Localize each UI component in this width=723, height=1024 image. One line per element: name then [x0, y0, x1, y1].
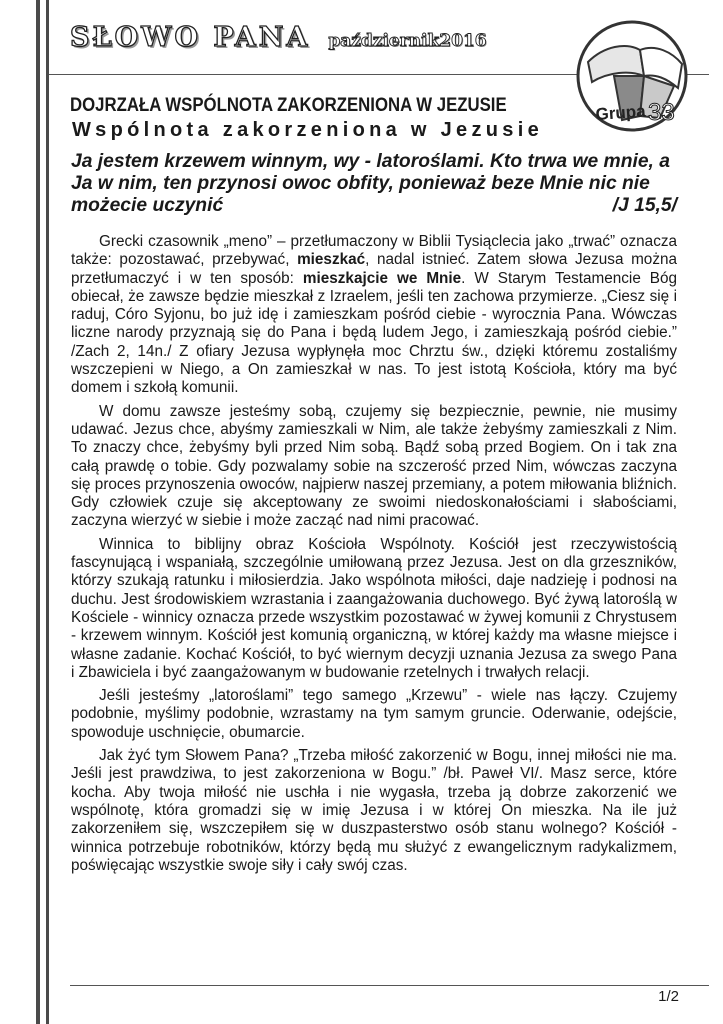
masthead: [70, 22, 487, 53]
paragraph: [71, 536, 677, 682]
group-logo: [574, 16, 690, 138]
sub-heading: Wspólnota zakorzeniona w Jezusie: [72, 119, 543, 141]
text-run: Jak żyć tym Słowem Pana? „Trzeba miłość zakorzenić w Bogu, innej miłości nie ma. Jeśli jest prawdziwa, to jest zakorzeniona w Bogu.” /bł. Paweł VI/. Masz serce, które kocha. Aby twoja miłość nie uschła i nie wygasła, trzeba ją dobrze zakorzenić we wspólnotę, która gromadzi się w imię Jezusa i w której On mieszka. Na ile już zakorzeniłem się, wszczepiłem się w duszpasterstwo osób stanu wolnego? Kościół - winnica potrzebuje robotników, którzy będą mu służyć z ewangelicznym radykalizmem, poświęcając wszystkie swoje siły i cały swój czas.: [71, 747, 677, 874]
scripture-quote: [71, 151, 681, 217]
emphasis-text: mieszkajcie we Mnie: [302, 269, 462, 287]
logo-label: Grupa: [594, 101, 647, 124]
left-margin-bar-inner: [46, 0, 49, 1024]
left-margin-bar: [36, 0, 40, 1024]
text-run: . W Starym Testamencie Bóg obiecał, że zawsze będzie mieszkał z Izraelem, jeśli ten zachowa przymierze. „Ciesz się i raduj, Córo Syjonu, bo już idę i zamieszkam pośród ciebie - wyrocznia Pana. Wówczas liczne narody przyznają się do Pana i będą ludem Jego, i zamieszkają pośród ciebie.” /Zach 2, 14n./ Z ofiary Jezusa wypłynęła moc Chrztu św., dzięki któremu zostaliśmy wszczepieni w Niego, a On zamieszkał w nas. To jest istotą Kościoła, który ma być domem i szkołą komunii.: [71, 269, 678, 397]
paragraph: [71, 233, 677, 398]
logo-number: 33: [648, 99, 675, 126]
text-run: Grecki czasownik „meno” – przetłumaczony w Biblii Tysiąclecia jako „trwać” oznacza także: pozostawać, przebywać,: [71, 233, 677, 269]
quote-text: Ja jestem krzewem winnym, wy - latoroślami. Kto trwa we mnie, a Ja w nim, ten przynosi owoc obfity, ponieważ beze Mnie nic nie możecie uczynić: [71, 151, 670, 216]
text-run: , nadal istnieć. Zatem słowa Jezusa można przetłumaczyć i w ten sposób:: [71, 251, 677, 287]
page-number: 1/2: [658, 988, 679, 1005]
emphasis-text: mieszkać: [297, 251, 366, 269]
masthead-date: październik2016: [328, 31, 487, 51]
text-run: Jeśli jesteśmy „latoroślami” tego samego „Krzewu” - wiele nas łączy. Czujemy podobnie, myślimy podobnie, wzrastamy na tym samym gruncie. Oderwanie, odejście, spowoduje uschnięcie, obumarcie.: [71, 687, 677, 741]
article-body: [71, 233, 677, 880]
main-heading: DOJRZAŁA WSPÓLNOTA ZAKORZENIONA W JEZUSIE: [70, 94, 507, 116]
text-run: W domu zawsze jesteśmy sobą, czujemy się bezpiecznie, pewnie, nie musimy udawać. Jezus chce, abyśmy zamieszkali w Nim, ale także żebyśmy zamieszkali z Nim. To znaczy chce, żebyśmy byli przed Nim sobą. Bądź sobą przed Bogiem. On i tak zna całą prawdę o tobie. Gdy pozwalamy sobie na szczerość przed Nim, wówczas zaczyna się proces przynoszenia owoców, najpierw naszej przemiany, a potem miłowania bliźnich. Gdy człowiek czuje się akceptowany ze swoimi niedoskonałościami i słabościami, zaczyna wierzyć w siebie i może zacząć nad nimi pracować.: [71, 402, 677, 530]
paragraph: [71, 403, 677, 531]
paragraph: [71, 747, 677, 875]
quote-reference: /J 15,5/: [612, 195, 677, 216]
masthead-title: SŁOWO PANA: [70, 22, 311, 53]
paragraph: [71, 687, 677, 742]
text-run: Winnica to biblijny obraz Kościoła Wspólnoty. Kościół jest rzeczywistością fascynującą i wspaniałą, szczególnie umiłowaną przez Jezusa. Jest on dla grzeszników, którzy szukają ratunku i miłosierdzia. Jako wspólnota miłości, daje nadzieję i podnosi na duchu. Jest środowiskiem wzrastania i zaangażowania duchowego. Być żywą latoroślą w Kościele - winnicy oznacza przede wszystkim pozostawać w żywej komunii z Chrystusem - krzewem winnym. Kościół jest komunią organiczną, w której każdy ma własne miejsce i własne zadanie. Kochać Kościół, to być wiernym decyzji uznania Jezusa za swego Pana i Zbawiciela i być zaangażowanym w budowanie rzetelnych i trwałych relacji.: [71, 535, 677, 681]
footer-rule: [70, 985, 709, 986]
